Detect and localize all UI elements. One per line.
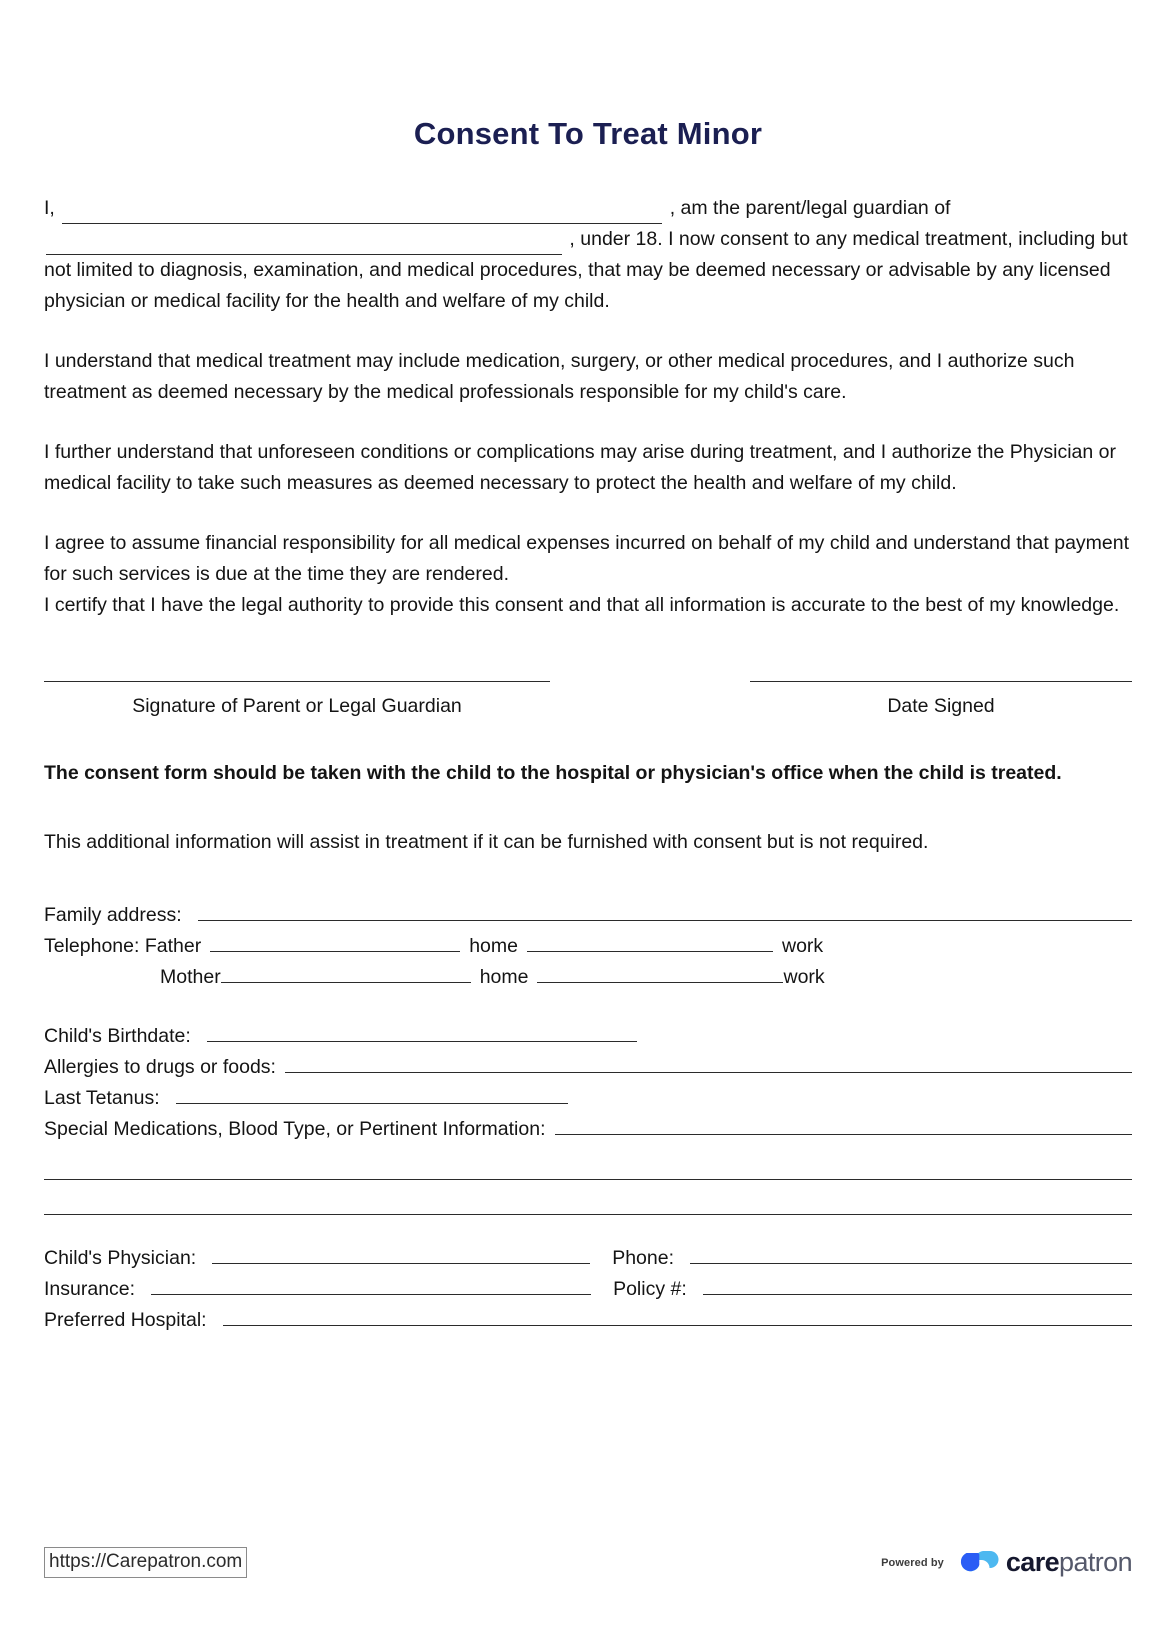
additional-information-note: This additional information will assist in treatment if it can be furnished with consent but is not required. [44,830,929,853]
allergies-input[interactable] [285,1058,1132,1073]
childs-physician-input[interactable] [212,1249,590,1264]
intro-paragraph [44,193,1132,317]
telephone-father-label: Telephone: Father [44,934,202,957]
childs-birthdate-input[interactable] [207,1027,637,1042]
preferred-hospital-label: Preferred Hospital: [44,1308,207,1331]
childs-birthdate-label: Child's Birthdate: [44,1024,191,1047]
field-row-childs-birthdate [44,1021,1132,1052]
special-medications-input[interactable] [555,1120,1133,1135]
special-medications-overflow-line-1[interactable] [44,1179,1132,1180]
special-medications-label: Special Medications, Blood Type, or Pertinent Information: [44,1117,546,1140]
carepatron-logo [953,1547,1132,1579]
intro-lead: I, [44,196,55,219]
page-footer [44,1547,1132,1579]
mother-phone-input[interactable] [221,968,471,983]
mother-work-input[interactable] [537,968,783,983]
field-row-last-tetanus [44,1083,1132,1114]
mother-work-label: work [783,965,825,988]
physician-phone-input[interactable] [690,1249,1132,1264]
telephone-mother-label: Mother [160,965,221,988]
intro-after-second-blank: , under 18. I now consent to any medical treatment, [569,227,1013,250]
policy-number-input[interactable] [703,1280,1132,1295]
signature-parent-line[interactable] [44,681,550,682]
father-work-label: work [781,934,824,957]
father-phone-input[interactable] [210,937,460,952]
father-work-input[interactable] [527,937,773,952]
family-address-input[interactable] [198,906,1132,921]
field-row-family-address [44,900,1132,931]
document-page [0,21,1176,1651]
page-title: Consent To Treat Minor [413,115,763,151]
field-row-allergies [44,1052,1132,1083]
powered-by-label: Powered by [881,1556,944,1569]
paragraph-certify-authority: I certify that I have the legal authority to provide this consent and that all information is accurate to the best of my knowledge. [44,593,1120,616]
minor-name-blank[interactable] [46,237,562,255]
guardian-name-blank[interactable] [62,206,662,224]
insurance-label: Insurance: [44,1277,136,1300]
father-home-label: home [469,934,518,957]
consent-form-notice: The consent form should be taken with the child to the hospital or physician's office when the child is treated. [44,761,1062,784]
phone-label: Phone: [612,1246,675,1269]
insurance-input[interactable] [151,1280,591,1295]
paragraph-unforeseen-conditions: I further understand that unforeseen conditions or complications may arise during treatment, and I authorize the Physician or medical facility to take such measures as deemed necessary to protect the health and welfare of my child. [44,440,1117,494]
paragraph-understand-treatment: I understand that medical treatment may include medication, surgery, or other medical procedures, and I authorize such treatment as deemed necessary by the medical professionals responsible for my child's care. [44,349,1075,403]
last-tetanus-label: Last Tetanus: [44,1086,160,1109]
intro-after-first-blank: , am the parent/legal guardian of [669,196,951,219]
carepatron-mark-icon [953,1547,999,1579]
field-row-insurance-policy [44,1274,1132,1305]
carepatron-wordmark [1006,1549,1132,1576]
field-row-telephone-father [44,931,1132,962]
field-row-preferred-hospital [44,1305,1132,1336]
additional-information-fields [44,900,1132,1336]
preferred-hospital-input[interactable] [223,1311,1132,1326]
intro-continuation: including but not limited to diagnosis, examination, and medical procedures, that may be deemed necessary or advisable by any licensed physician or medical facility for the health and welfare of my child. [44,227,1128,312]
paragraph-financial-responsibility: I agree to assume financial responsibility for all medical expenses incurred on behalf of my child and understand that payment for such services is due at the time they are rendered. [44,531,1130,585]
wordmark-patron: patron [1059,1547,1132,1578]
mother-home-label: home [479,965,529,988]
signature-parent-block [44,681,550,718]
field-row-telephone-mother [44,962,1132,993]
signature-row [44,681,1132,718]
allergies-label: Allergies to drugs or foods: [44,1055,276,1078]
field-row-special-medications [44,1114,1132,1145]
signature-date-label: Date Signed [887,694,995,717]
wordmark-care: care [1005,1547,1060,1578]
field-row-physician-phone [44,1243,1132,1274]
policy-number-label: Policy #: [613,1277,687,1300]
signature-parent-label: Signature of Parent or Legal Guardian [132,694,462,717]
last-tetanus-input[interactable] [176,1089,568,1104]
childs-physician-label: Child's Physician: [44,1246,197,1269]
powered-by-carepatron [881,1547,1132,1579]
family-address-label: Family address: [44,903,182,926]
signature-date-line[interactable] [750,681,1132,682]
signature-date-block [750,681,1132,718]
carepatron-url-link[interactable]: https://Carepatron.com [44,1547,247,1578]
